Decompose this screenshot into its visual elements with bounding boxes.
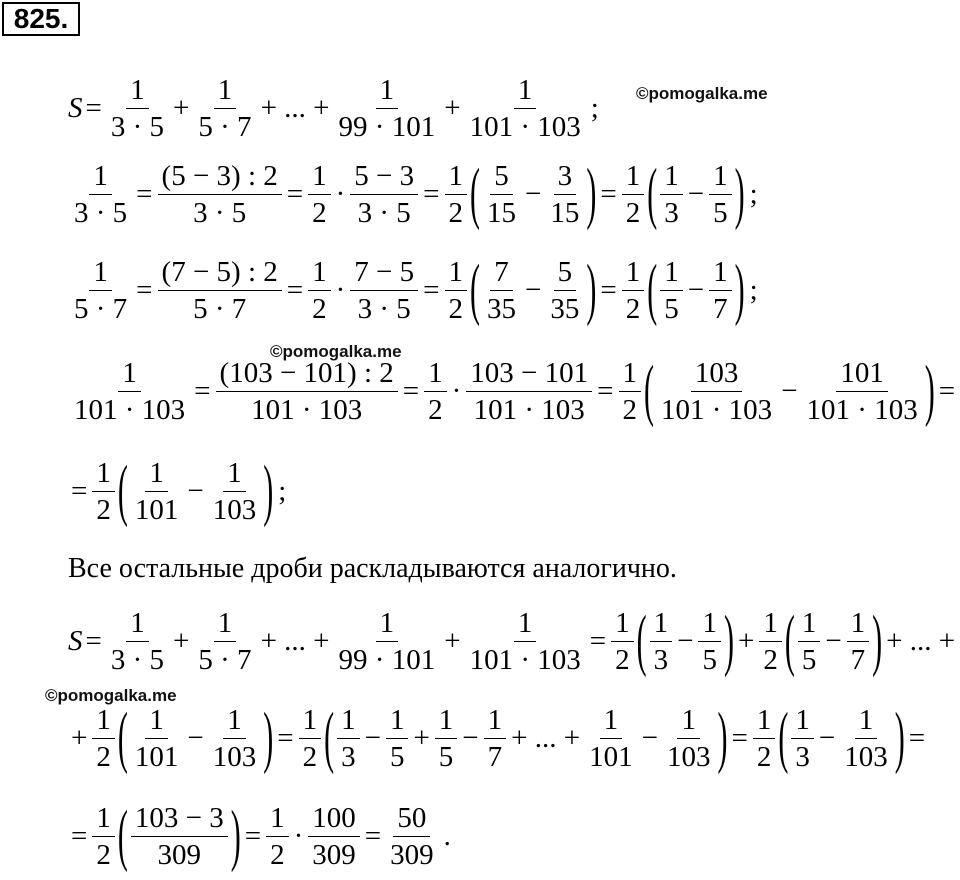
denominator: 309 <box>157 839 202 871</box>
numerator: 1 <box>791 702 814 739</box>
denominator: 101 · 103 <box>473 394 585 426</box>
denominator: 3 <box>664 197 679 229</box>
numerator: 1 <box>677 702 700 739</box>
operator: − <box>677 625 694 657</box>
punctuation: ; <box>749 274 758 306</box>
formula-line <box>68 352 958 429</box>
denominator: 7 <box>487 741 503 773</box>
operator: · <box>293 820 304 852</box>
left-paren: ( <box>470 251 481 328</box>
numerator: 7 − 5 <box>350 254 418 291</box>
numerator: 1 <box>376 605 399 642</box>
right-paren: ) <box>230 797 241 874</box>
left-paren: ( <box>647 251 658 328</box>
punctuation: . <box>443 820 451 852</box>
numerator: 1 <box>145 455 168 492</box>
numerator: 1 <box>709 158 732 195</box>
operator: = <box>938 375 956 407</box>
denominator: 3 · 5 <box>193 197 247 229</box>
formula-line <box>68 452 287 529</box>
numerator: 1 <box>126 72 149 109</box>
numerator: 1 <box>622 158 645 195</box>
fraction <box>759 605 782 678</box>
denominator: 101 · 103 <box>469 111 581 143</box>
fraction <box>483 158 520 231</box>
denominator: 2 <box>625 197 641 229</box>
left-paren: ( <box>324 699 335 776</box>
fraction <box>709 254 732 327</box>
fraction <box>698 605 721 678</box>
operator: · <box>451 375 462 407</box>
denominator: 2 <box>312 293 327 325</box>
denominator: 5 <box>664 293 679 325</box>
operator: = <box>85 92 102 124</box>
fraction <box>194 72 255 145</box>
punctuation: ; <box>278 475 287 507</box>
fraction <box>466 605 585 678</box>
formula-line <box>68 155 758 232</box>
operator: = <box>600 178 617 210</box>
operator: = <box>244 820 262 852</box>
denominator: 101 · 103 <box>74 394 186 426</box>
numerator: 1 <box>660 254 683 291</box>
operator: − <box>818 722 836 754</box>
operator: = <box>908 722 926 754</box>
watermark: ©pomogalka.me <box>636 84 768 103</box>
denominator: 2 <box>96 494 111 526</box>
numerator: 103 − 101 <box>466 355 592 392</box>
fraction <box>386 800 438 873</box>
denominator: 103 <box>212 741 257 773</box>
operator: = <box>286 274 304 306</box>
denominator: 99 · 101 <box>338 644 436 676</box>
denominator: 103 <box>844 741 888 773</box>
fraction <box>657 355 776 428</box>
left-paren: ( <box>778 699 789 776</box>
denominator: 103 <box>212 494 257 526</box>
fraction <box>350 158 418 231</box>
operator: = <box>286 178 304 210</box>
fraction <box>386 702 409 775</box>
operator: = <box>402 375 420 407</box>
denominator: 2 <box>96 741 111 773</box>
denominator: 7 <box>713 293 728 325</box>
operator: − <box>187 722 204 754</box>
right-paren: ) <box>263 452 274 529</box>
right-paren: ) <box>586 251 597 328</box>
numerator: 1 <box>214 72 237 109</box>
right-paren: ) <box>263 699 274 776</box>
numerator: 1 <box>514 605 537 642</box>
numerator: 1 <box>337 702 360 739</box>
denominator: 5 · 7 <box>198 111 252 143</box>
parenthesized-group <box>469 251 597 328</box>
fraction <box>546 158 583 231</box>
denominator: 3 · 5 <box>357 293 411 325</box>
parenthesized-group <box>646 251 745 328</box>
denominator: 2 <box>625 293 641 325</box>
parenthesized-group <box>636 602 735 679</box>
operator: − <box>687 274 705 306</box>
operator: = <box>731 722 748 754</box>
denominator: 2 <box>312 197 327 229</box>
fraction <box>299 702 322 775</box>
denominator: 15 <box>550 197 580 229</box>
fraction <box>585 702 637 775</box>
fraction <box>70 355 189 428</box>
operator: = <box>71 475 88 507</box>
formula-line <box>68 251 758 328</box>
fraction <box>424 355 447 428</box>
fraction <box>266 800 289 873</box>
left-paren: ( <box>117 699 128 776</box>
numerator: 1 <box>600 702 623 739</box>
numerator: 1 <box>660 158 683 195</box>
denominator: 2 <box>270 839 285 871</box>
fraction <box>131 702 183 775</box>
fraction <box>445 254 468 327</box>
fraction <box>611 605 634 678</box>
operator: + <box>444 92 461 124</box>
numerator: 50 <box>393 800 430 837</box>
denominator: 5 · 7 <box>74 293 128 325</box>
numerator: 5 <box>490 158 513 195</box>
numerator: 1 <box>214 605 237 642</box>
denominator: 103 <box>666 741 711 773</box>
numerator: 1 <box>435 702 458 739</box>
right-paren: ) <box>723 602 734 679</box>
fraction <box>709 158 732 231</box>
left-paren: ( <box>470 155 481 232</box>
parenthesized-group <box>784 602 883 679</box>
denominator: 101 <box>134 494 179 526</box>
fraction <box>546 254 583 327</box>
operator: − <box>187 475 204 507</box>
numerator: 1 <box>847 605 870 642</box>
numerator: 103 <box>691 355 743 392</box>
numerator: 1 <box>376 72 399 109</box>
fraction <box>158 254 282 327</box>
denominator: 5 <box>438 741 454 773</box>
operator: − <box>825 625 842 657</box>
denominator: 5 <box>713 197 728 229</box>
problem-number: 825. <box>2 2 80 36</box>
denominator: 99 · 101 <box>338 111 436 143</box>
denominator: 2 <box>448 293 464 325</box>
fraction <box>435 702 458 775</box>
numerator: 1 <box>855 702 878 739</box>
numerator: 1 <box>308 158 331 195</box>
parenthesized-group <box>117 797 242 874</box>
operator: + ... + <box>886 625 956 657</box>
fraction <box>70 158 131 231</box>
operator: + ... + <box>260 625 330 657</box>
denominator: 2 <box>448 197 464 229</box>
parenthesized-group <box>643 352 936 429</box>
numerator: 1 <box>145 702 168 739</box>
fraction <box>209 455 261 528</box>
punctuation: ; <box>590 92 599 124</box>
operator: = <box>136 274 153 306</box>
numerator: 1 <box>118 355 141 392</box>
numerator: (5 − 3) : 2 <box>158 158 282 195</box>
explanation-text: Все остальные дроби раскладываются аналогично. <box>68 553 677 584</box>
operator: = <box>597 375 614 407</box>
fraction <box>663 702 715 775</box>
denominator: 101 · 103 <box>806 394 918 426</box>
operator: − <box>525 178 542 210</box>
numerator: 1 <box>484 702 507 739</box>
fraction <box>466 355 592 428</box>
parenthesized-group <box>323 699 728 776</box>
denominator: 5 · 7 <box>198 644 252 676</box>
left-paren: ( <box>644 352 655 429</box>
denominator: 5 <box>702 644 717 676</box>
formula-line <box>68 72 599 145</box>
fraction <box>337 702 360 775</box>
fraction <box>445 158 468 231</box>
fraction <box>209 702 261 775</box>
punctuation: ; <box>749 178 758 210</box>
operator: − <box>781 375 798 407</box>
denominator: 101 <box>589 741 633 773</box>
denominator: 5 <box>389 741 405 773</box>
denominator: 3 · 5 <box>357 197 411 229</box>
watermark: ©pomogalka.me <box>270 342 402 361</box>
numerator: (103 − 101) : 2 <box>216 355 398 392</box>
left-paren: ( <box>117 797 128 874</box>
numerator: 1 <box>709 254 732 291</box>
numerator: 1 <box>89 158 112 195</box>
numerator: 1 <box>622 254 645 291</box>
left-paren: ( <box>636 602 647 679</box>
operator: + <box>444 625 461 657</box>
operator: = <box>194 375 211 407</box>
denominator: 3 · 5 <box>74 197 128 229</box>
parenthesized-group <box>117 699 274 776</box>
right-paren: ) <box>872 602 883 679</box>
denominator: 2 <box>615 644 630 676</box>
fraction <box>619 355 642 428</box>
numerator: 1 <box>223 455 246 492</box>
operator: − <box>641 722 658 754</box>
operator: + <box>737 625 755 657</box>
operator: = <box>364 820 382 852</box>
numerator: 5 <box>554 254 577 291</box>
numerator: 103 − 3 <box>131 800 228 837</box>
numerator: 1 <box>698 605 721 642</box>
fraction <box>92 455 115 528</box>
fraction <box>484 702 507 775</box>
fraction <box>107 72 168 145</box>
numerator: 1 <box>92 800 115 837</box>
numerator: 1 <box>92 455 115 492</box>
fraction <box>131 455 183 528</box>
numerator: 1 <box>753 702 776 739</box>
numerator: 1 <box>299 702 322 739</box>
denominator: 35 <box>487 293 517 325</box>
fraction <box>650 605 673 678</box>
fraction <box>308 158 331 231</box>
denominator: 3 <box>795 741 810 773</box>
fraction <box>466 72 585 145</box>
denominator: 2 <box>428 394 443 426</box>
fraction <box>158 158 282 231</box>
operator: · <box>335 274 346 306</box>
operator: − <box>364 722 381 754</box>
fraction <box>798 605 821 678</box>
operator: + ... + <box>511 722 581 754</box>
numerator: 1 <box>308 254 331 291</box>
fraction <box>107 605 168 678</box>
denominator: 2 <box>756 741 772 773</box>
numerator: (7 − 5) : 2 <box>158 254 282 291</box>
fraction <box>335 605 440 678</box>
denominator: 3 · 5 <box>110 111 165 143</box>
denominator: 2 <box>763 644 778 676</box>
numerator: 1 <box>650 605 673 642</box>
operator: + <box>71 722 88 754</box>
operator: = <box>589 625 607 657</box>
denominator: 101 · 103 <box>251 394 363 426</box>
parenthesized-group <box>117 452 274 529</box>
fraction <box>660 158 683 231</box>
operator: − <box>525 274 542 306</box>
operator: · <box>335 178 346 210</box>
variable: S <box>68 625 83 657</box>
right-paren: ) <box>924 352 935 429</box>
fraction <box>216 355 398 428</box>
operator: − <box>462 722 479 754</box>
fraction <box>803 355 922 428</box>
numerator: 3 <box>554 158 577 195</box>
denominator: 309 <box>390 839 434 871</box>
numerator: 1 <box>798 605 821 642</box>
fraction <box>840 702 892 775</box>
denominator: 101 <box>134 741 179 773</box>
left-paren: ( <box>784 602 795 679</box>
denominator: 2 <box>622 394 638 426</box>
operator: + <box>173 92 190 124</box>
fraction <box>131 800 228 873</box>
left-paren: ( <box>117 452 128 529</box>
operator: − <box>687 178 705 210</box>
denominator: 2 <box>96 839 111 871</box>
numerator: 1 <box>514 72 537 109</box>
numerator: 1 <box>89 254 112 291</box>
numerator: 5 − 3 <box>350 158 418 195</box>
numerator: 1 <box>92 702 115 739</box>
numerator: 1 <box>424 355 447 392</box>
right-paren: ) <box>717 699 728 776</box>
variable: S <box>68 92 83 124</box>
denominator: 101 · 103 <box>661 394 773 426</box>
operator: = <box>423 178 440 210</box>
right-paren: ) <box>586 155 597 232</box>
denominator: 7 <box>850 644 866 676</box>
right-paren: ) <box>894 699 905 776</box>
watermark: ©pomogalka.me <box>45 686 177 705</box>
fraction <box>791 702 814 775</box>
numerator: 100 <box>308 800 360 837</box>
fraction <box>194 605 255 678</box>
denominator: 2 <box>302 741 318 773</box>
numerator: 1 <box>611 605 634 642</box>
operator: + <box>173 625 190 657</box>
numerator: 7 <box>490 254 513 291</box>
parenthesized-group <box>646 155 745 232</box>
fraction <box>753 702 776 775</box>
fraction <box>92 800 115 873</box>
fraction <box>308 800 360 873</box>
fraction <box>335 72 440 145</box>
denominator: 3 · 5 <box>110 644 165 676</box>
operator: + <box>413 722 430 754</box>
operator: = <box>71 820 88 852</box>
fraction <box>660 254 683 327</box>
formula-line <box>68 602 958 679</box>
numerator: 1 <box>386 702 409 739</box>
right-paren: ) <box>734 155 745 232</box>
numerator: 1 <box>619 355 642 392</box>
denominator: 5 · 7 <box>193 293 247 325</box>
numerator: 1 <box>759 605 782 642</box>
denominator: 5 <box>801 644 817 676</box>
fraction <box>350 254 418 327</box>
denominator: 15 <box>487 197 517 229</box>
operator: = <box>277 722 294 754</box>
numerator: 101 <box>836 355 888 392</box>
parenthesized-group <box>777 699 905 776</box>
fraction <box>847 605 870 678</box>
numerator: 1 <box>266 800 289 837</box>
formula-line <box>68 699 928 776</box>
fraction <box>70 254 131 327</box>
numerator: 1 <box>445 158 468 195</box>
right-paren: ) <box>734 251 745 328</box>
denominator: 309 <box>312 839 356 871</box>
denominator: 35 <box>550 293 580 325</box>
operator: = <box>136 178 153 210</box>
operator: = <box>85 625 102 657</box>
parenthesized-group <box>469 155 597 232</box>
left-paren: ( <box>647 155 658 232</box>
operator: = <box>600 274 617 306</box>
numerator: 1 <box>126 605 149 642</box>
denominator: 3 <box>653 644 669 676</box>
operator: + ... + <box>260 92 330 124</box>
denominator: 3 <box>341 741 356 773</box>
fraction <box>308 254 331 327</box>
denominator: 101 · 103 <box>469 644 581 676</box>
operator: = <box>423 274 440 306</box>
formula-line <box>68 797 451 874</box>
numerator: 1 <box>445 254 468 291</box>
fraction <box>483 254 520 327</box>
fraction <box>622 158 645 231</box>
fraction <box>92 702 115 775</box>
fraction <box>622 254 645 327</box>
numerator: 1 <box>223 702 246 739</box>
